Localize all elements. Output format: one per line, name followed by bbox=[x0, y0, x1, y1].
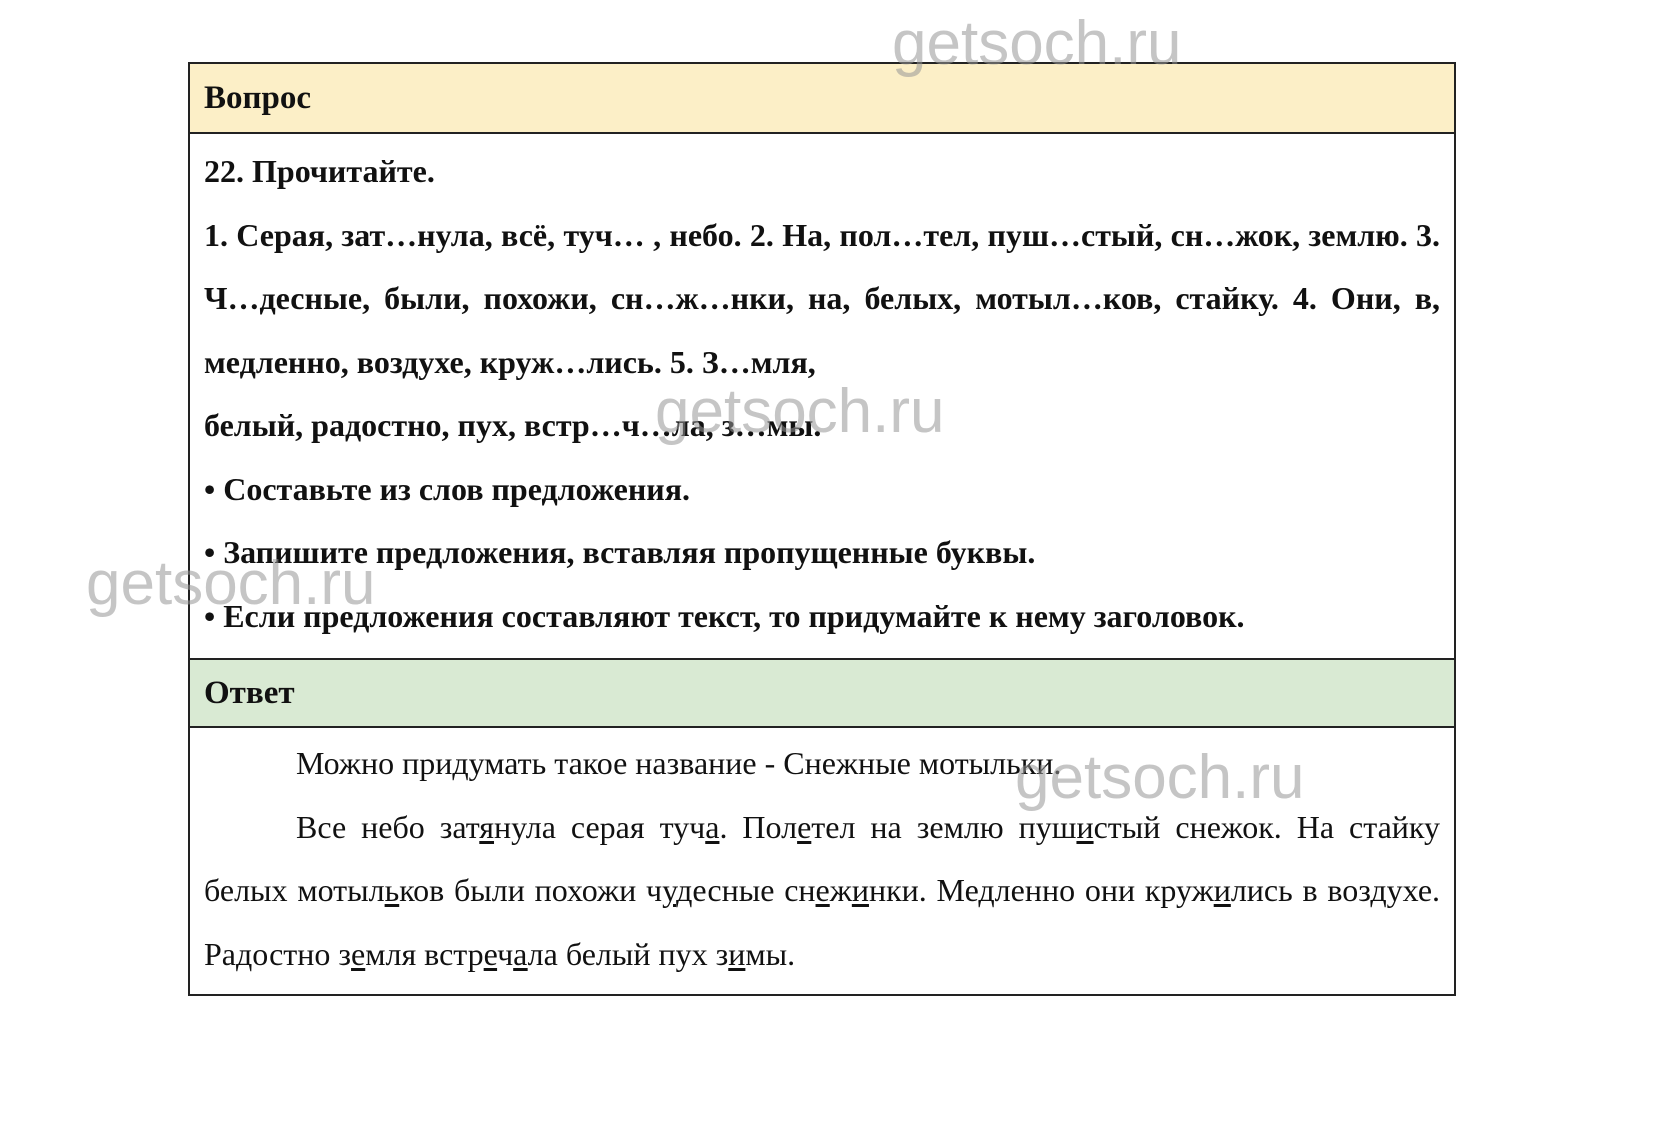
question-text: 1. Серая, зат…нула, всё, туч… , небо. 2. На, пол…тел, пуш…стый, сн…жок, землю. 3. Ч…десные, были, похожи, сн…ж…нки, на, белых, мотыл…ков, стайку. 4. Они, в, медленно, воздухе, круж…лись. 5. З…мля, bbox=[204, 216, 1440, 380]
answer-body bbox=[190, 728, 1454, 994]
watermark: getsoch.ru bbox=[86, 549, 376, 618]
answer-text: Все небо затянула серая туча. Полетел на землю пушистый снежок. На стайку белых мотыльков были похожи чудесные снежинки. Медленно они кружились в воздухе. Радостно земля встречала белый пух зимы. bbox=[204, 808, 1441, 972]
question-bullet-3: • Если предложения составляют текст, то придумайте к нему заголовок. bbox=[204, 597, 1245, 634]
watermark: getsoch.ru bbox=[1015, 743, 1305, 812]
question-header-label: Вопрос bbox=[204, 79, 312, 116]
watermark: getsoch.ru bbox=[655, 377, 945, 446]
question-bullet-1: • Составьте из слов предложения. bbox=[204, 470, 690, 507]
answer-header bbox=[190, 658, 1454, 728]
qa-table bbox=[188, 62, 1456, 996]
question-body bbox=[190, 134, 1454, 658]
question-bullet-2: • Запишите предложения, вставляя пропущенные буквы. bbox=[204, 534, 1036, 570]
question-title: 22. Прочитайте. bbox=[204, 153, 435, 189]
answer-intro: Можно придумать такое название - Снежные мотыльки. bbox=[296, 745, 1062, 781]
answer-header-label: Ответ bbox=[204, 674, 295, 711]
question-text-last: белый, радостно, пух, встр…ч…ла, з…мы. bbox=[204, 407, 822, 443]
watermark: getsoch.ru bbox=[892, 9, 1182, 78]
question-header bbox=[190, 64, 1454, 134]
